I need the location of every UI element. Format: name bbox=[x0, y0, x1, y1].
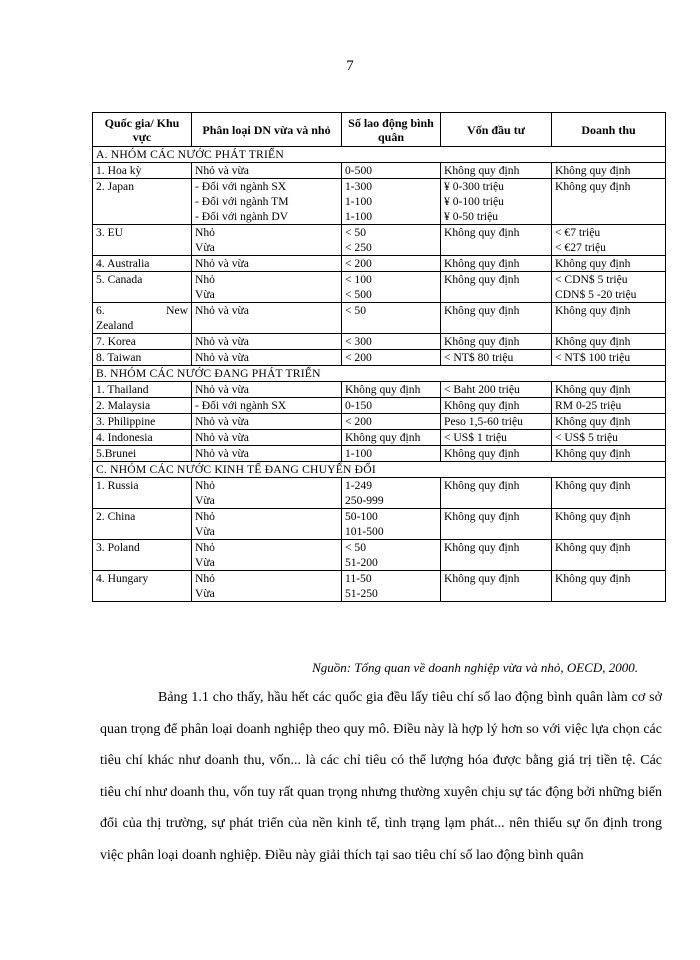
cell-line: < 500 bbox=[345, 288, 372, 301]
cell-labor bbox=[342, 571, 441, 602]
cell-labor bbox=[342, 303, 441, 334]
cell-labor bbox=[342, 179, 441, 225]
cell-line: < 200 bbox=[345, 257, 372, 270]
header-labor: Số lao động bình quân bbox=[342, 113, 441, 147]
cell-country: 1. Thailand bbox=[93, 382, 192, 398]
cell-country: 2. Japan bbox=[93, 179, 192, 225]
group-title: C. NHÓM CÁC NƯỚC KINH TẾ ĐANG CHUYỂN ĐỔI bbox=[93, 462, 666, 478]
cell-capital bbox=[441, 303, 552, 334]
cell-line: Nhỏ bbox=[195, 572, 215, 585]
cell-line: Vừa bbox=[195, 556, 215, 569]
cell-line: 51-200 bbox=[345, 556, 378, 569]
cell-revenue bbox=[552, 256, 666, 272]
header-country: Quốc gia/ Khu vực bbox=[93, 113, 192, 147]
cell-revenue bbox=[552, 382, 666, 398]
cell-type bbox=[192, 571, 342, 602]
cell-capital bbox=[441, 334, 552, 350]
cell-line: Không quy định bbox=[444, 226, 520, 239]
cell-revenue bbox=[552, 509, 666, 540]
cell-line: Không quy định bbox=[444, 335, 520, 348]
cell-line: 0-500 bbox=[345, 164, 373, 177]
cell-line: Nhỏ và vừa bbox=[195, 257, 249, 270]
cell-line: Nhỏ bbox=[195, 541, 215, 554]
cell-labor bbox=[342, 382, 441, 398]
cell-country: 1. Hoa kỳ bbox=[93, 163, 192, 179]
cell-line: Nhỏ và vừa bbox=[195, 383, 249, 396]
cell-line: Nhỏ bbox=[195, 226, 215, 239]
cell-line: Không quy định bbox=[345, 431, 421, 444]
cell-country: 5.Brunei bbox=[93, 446, 192, 462]
cell-capital bbox=[441, 509, 552, 540]
sme-classification-table bbox=[92, 112, 666, 602]
cell-type bbox=[192, 478, 342, 509]
cell-line: - Đối với ngành TM bbox=[195, 195, 289, 208]
cell-line: Nhỏ và vừa bbox=[195, 431, 249, 444]
cell-line: 50-100 bbox=[345, 510, 378, 523]
cell-type bbox=[192, 256, 342, 272]
cell-line: Không quy định bbox=[444, 164, 520, 177]
cell-line: Vừa bbox=[195, 494, 215, 507]
cell-line: Không quy định bbox=[555, 447, 631, 460]
cell-country: 3. Philippine bbox=[93, 414, 192, 430]
group-title: B. NHÓM CÁC NƯỚC ĐANG PHÁT TRIỂN bbox=[93, 366, 666, 382]
cell-capital bbox=[441, 350, 552, 366]
cell-labor bbox=[342, 540, 441, 571]
cell-line: Peso 1,5-60 triệu bbox=[444, 415, 523, 428]
group-row bbox=[93, 147, 666, 163]
table-row bbox=[93, 303, 666, 334]
cell-line: Không quy định bbox=[444, 479, 520, 492]
cell-line: Không quy định bbox=[555, 415, 631, 428]
table-row bbox=[93, 446, 666, 462]
group-row bbox=[93, 462, 666, 478]
cell-line: Không quy định bbox=[555, 510, 631, 523]
cell-labor bbox=[342, 163, 441, 179]
cell-line: Không quy định bbox=[345, 383, 421, 396]
cell-line: Không quy định bbox=[555, 304, 631, 317]
group-title: A. NHÓM CÁC NƯỚC PHÁT TRIỂN bbox=[93, 147, 666, 163]
cell-line: - Đối với ngành SX bbox=[195, 180, 287, 193]
table-row bbox=[93, 509, 666, 540]
cell-labor bbox=[342, 414, 441, 430]
cell-capital bbox=[441, 256, 552, 272]
table-row bbox=[93, 225, 666, 256]
table-row bbox=[93, 272, 666, 303]
cell-labor bbox=[342, 350, 441, 366]
cell-line: 1-100 bbox=[345, 195, 373, 208]
cell-line: Không quy định bbox=[555, 572, 631, 585]
cell-revenue bbox=[552, 179, 666, 225]
cell-line: Nhỏ bbox=[195, 273, 215, 286]
header-revenue: Doanh thu bbox=[552, 113, 666, 147]
cell-revenue bbox=[552, 446, 666, 462]
cell-country: 2. Malaysia bbox=[93, 398, 192, 414]
cell-line: CDN$ 5 -20 triệu bbox=[555, 288, 637, 301]
table-row bbox=[93, 571, 666, 602]
table-row bbox=[93, 540, 666, 571]
cell-line: RM 0-25 triệu bbox=[555, 399, 622, 412]
cell-type bbox=[192, 303, 342, 334]
cell-country: 6. New Zealand bbox=[93, 303, 192, 334]
cell-labor bbox=[342, 334, 441, 350]
cell-line: - Đối với ngành SX bbox=[195, 399, 287, 412]
cell-capital bbox=[441, 414, 552, 430]
table-row bbox=[93, 414, 666, 430]
cell-line: < €7 triệu bbox=[555, 226, 601, 239]
group-row bbox=[93, 366, 666, 382]
table-row bbox=[93, 256, 666, 272]
cell-line: < €27 triệu bbox=[555, 241, 606, 254]
cell-type bbox=[192, 334, 342, 350]
cell-line: 250-999 bbox=[345, 494, 384, 507]
table-row bbox=[93, 430, 666, 446]
cell-line: Nhỏ và vừa bbox=[195, 415, 249, 428]
cell-line: < 200 bbox=[345, 351, 372, 364]
cell-line: Không quy định bbox=[444, 447, 520, 460]
cell-line: Không quy định bbox=[444, 399, 520, 412]
cell-line: Nhỏ và vừa bbox=[195, 447, 249, 460]
cell-line: Nhỏ bbox=[195, 479, 215, 492]
cell-capital bbox=[441, 382, 552, 398]
cell-line: < 50 bbox=[345, 226, 367, 239]
cell-type bbox=[192, 446, 342, 462]
cell-line: Nhỏ bbox=[195, 510, 215, 523]
cell-line: Không quy định bbox=[444, 257, 520, 270]
cell-labor bbox=[342, 430, 441, 446]
cell-country: 2. China bbox=[93, 509, 192, 540]
header-type: Phân loại DN vừa và nhỏ bbox=[192, 113, 342, 147]
cell-type bbox=[192, 163, 342, 179]
cell-revenue bbox=[552, 398, 666, 414]
cell-capital bbox=[441, 540, 552, 571]
cell-line: Không quy định bbox=[555, 257, 631, 270]
cell-capital bbox=[441, 398, 552, 414]
cell-revenue bbox=[552, 303, 666, 334]
cell-type bbox=[192, 382, 342, 398]
cell-revenue bbox=[552, 571, 666, 602]
cell-country: 4. Australia bbox=[93, 256, 192, 272]
cell-type bbox=[192, 398, 342, 414]
cell-revenue bbox=[552, 430, 666, 446]
cell-revenue bbox=[552, 225, 666, 256]
cell-labor bbox=[342, 272, 441, 303]
cell-line: Nhỏ và vừa bbox=[195, 304, 249, 317]
cell-line: < US$ 1 triệu bbox=[444, 431, 507, 444]
table-row bbox=[93, 478, 666, 509]
cell-labor bbox=[342, 398, 441, 414]
cell-revenue bbox=[552, 478, 666, 509]
source-note: Nguồn: Tổng quan về doanh nghiệp vừa và nhỏ, OECD, 2000. bbox=[312, 660, 638, 675]
cell-type bbox=[192, 540, 342, 571]
cell-type bbox=[192, 225, 342, 256]
cell-line: < 50 bbox=[345, 304, 367, 317]
cell-country: 3. EU bbox=[93, 225, 192, 256]
cell-line: Không quy định bbox=[555, 164, 631, 177]
cell-labor bbox=[342, 256, 441, 272]
cell-line: ¥ 0-300 triệu bbox=[444, 180, 504, 193]
cell-line: - Đối với ngành DV bbox=[195, 210, 289, 223]
cell-capital bbox=[441, 163, 552, 179]
cell-line: < US$ 5 triệu bbox=[555, 431, 618, 444]
cell-revenue bbox=[552, 414, 666, 430]
cell-line: 101-500 bbox=[345, 525, 384, 538]
cell-labor bbox=[342, 509, 441, 540]
cell-line: ¥ 0-50 triệu bbox=[444, 210, 499, 223]
page-number: 7 bbox=[346, 58, 354, 74]
table-row bbox=[93, 398, 666, 414]
cell-line: Vừa bbox=[195, 288, 215, 301]
cell-line: 51-250 bbox=[345, 587, 378, 600]
cell-type bbox=[192, 350, 342, 366]
cell-line: < 50 bbox=[345, 541, 367, 554]
cell-type bbox=[192, 414, 342, 430]
header-capital: Vốn đầu tư bbox=[441, 113, 552, 147]
cell-type bbox=[192, 272, 342, 303]
cell-labor bbox=[342, 446, 441, 462]
table-body bbox=[93, 147, 666, 602]
cell-capital bbox=[441, 272, 552, 303]
table-row bbox=[93, 350, 666, 366]
cell-country: 1. Russia bbox=[93, 478, 192, 509]
cell-line: Không quy định bbox=[444, 510, 520, 523]
cell-capital bbox=[441, 179, 552, 225]
cell-line: 11-50 bbox=[345, 572, 372, 585]
cell-country: 8. Taiwan bbox=[93, 350, 192, 366]
cell-capital bbox=[441, 446, 552, 462]
table-row bbox=[93, 334, 666, 350]
cell-line: < NT$ 80 triệu bbox=[444, 351, 514, 364]
cell-line: 1-100 bbox=[345, 210, 373, 223]
cell-line: < 250 bbox=[345, 241, 372, 254]
body-paragraph: Bảng 1.1 cho thấy, hầu hết các quốc gia đều lấy tiêu chí số lao động bình quân làm cơ sở quan trọng để phân loại doanh nghiệp theo quy mô. Điều này là hợp lý hơn so với việc lựa chọn các tiêu chí khác như doanh thu, vốn... là các chỉ tiêu có thể lượng hóa được bằng giá trị tiền tệ. Các tiêu chí như doanh thu, vốn tuy rất quan trọng nhưng thường xuyên chịu sự tác động bởi những biến đổi của thị trường, sự phát triển của nền kinh tế, tình trạng lạm phát... nên thiếu sự ổn định trong việc phân loại doanh nghiệp. Điều này giải thích tại sao tiêu chí số lao động bình quân bbox=[100, 690, 662, 863]
cell-revenue bbox=[552, 163, 666, 179]
cell-revenue bbox=[552, 334, 666, 350]
table-header-row bbox=[93, 113, 666, 147]
cell-line: Không quy định bbox=[555, 383, 631, 396]
cell-line: Không quy định bbox=[444, 304, 520, 317]
cell-type bbox=[192, 430, 342, 446]
cell-line: Không quy định bbox=[444, 572, 520, 585]
cell-country: 4. Indonesia bbox=[93, 430, 192, 446]
cell-line: < 300 bbox=[345, 335, 372, 348]
cell-line: Không quy định bbox=[444, 273, 520, 286]
cell-line: Không quy định bbox=[555, 335, 631, 348]
cell-line: < CDN$ 5 triệu bbox=[555, 273, 628, 286]
cell-type bbox=[192, 179, 342, 225]
cell-line: 1-249 bbox=[345, 479, 373, 492]
cell-revenue bbox=[552, 272, 666, 303]
cell-line: < 100 bbox=[345, 273, 372, 286]
cell-line: Không quy định bbox=[555, 479, 631, 492]
cell-line: < NT$ 100 triệu bbox=[555, 351, 631, 364]
cell-capital bbox=[441, 430, 552, 446]
cell-line: Không quy định bbox=[555, 180, 631, 193]
cell-country: 5. Canada bbox=[93, 272, 192, 303]
cell-line: Vừa bbox=[195, 525, 215, 538]
cell-country: 3. Poland bbox=[93, 540, 192, 571]
cell-line: < 200 bbox=[345, 415, 372, 428]
cell-country: 7. Korea bbox=[93, 334, 192, 350]
cell-capital bbox=[441, 478, 552, 509]
cell-line: 1-100 bbox=[345, 447, 373, 460]
cell-capital bbox=[441, 571, 552, 602]
cell-line: Nhỏ và vừa bbox=[195, 335, 249, 348]
cell-country: 4. Hungary bbox=[93, 571, 192, 602]
cell-line: Nhỏ và vừa bbox=[195, 164, 249, 177]
cell-line: < Baht 200 triệu bbox=[444, 383, 520, 396]
table-row bbox=[93, 382, 666, 398]
cell-labor bbox=[342, 478, 441, 509]
cell-line: Vừa bbox=[195, 241, 215, 254]
table-row bbox=[93, 163, 666, 179]
cell-labor bbox=[342, 225, 441, 256]
cell-line: Vừa bbox=[195, 587, 215, 600]
cell-revenue bbox=[552, 350, 666, 366]
cell-line: Không quy định bbox=[555, 541, 631, 554]
cell-capital bbox=[441, 225, 552, 256]
cell-line: Không quy định bbox=[444, 541, 520, 554]
cell-type bbox=[192, 509, 342, 540]
cell-revenue bbox=[552, 540, 666, 571]
cell-line: 1-300 bbox=[345, 180, 373, 193]
cell-line: 0-150 bbox=[345, 399, 373, 412]
cell-line: ¥ 0-100 triệu bbox=[444, 195, 504, 208]
cell-line: Nhỏ và vừa bbox=[195, 351, 249, 364]
table-row bbox=[93, 179, 666, 225]
